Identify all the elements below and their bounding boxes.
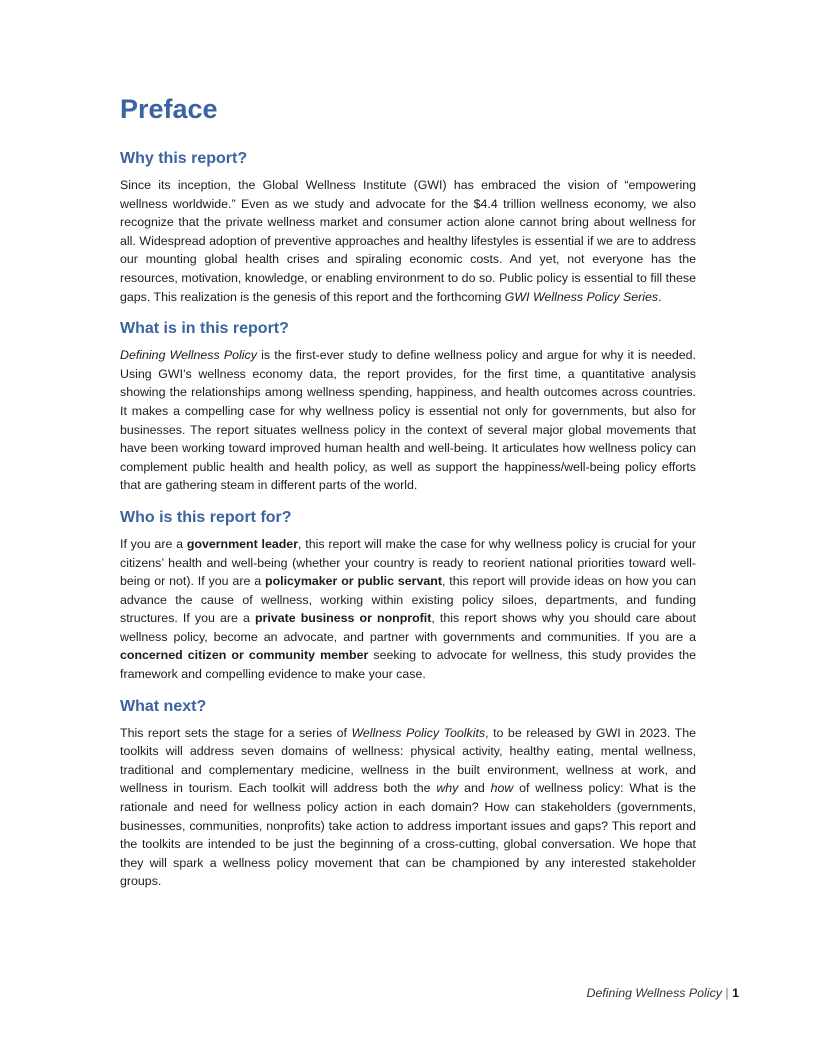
paragraph-italic-series: GWI Wellness Policy Series xyxy=(504,289,659,304)
paragraph-text: This report sets the stage for a series of xyxy=(120,725,352,740)
section-paragraph xyxy=(120,176,696,306)
bold-concerned-citizen: concerned citizen or community member xyxy=(120,648,369,663)
section-who-is-this-report-for xyxy=(120,507,696,684)
italic-how: how xyxy=(490,781,514,796)
section-heading: Who is this report for? xyxy=(120,508,292,526)
bold-policymaker: policymaker or public servant xyxy=(265,574,442,589)
footer-page-number: 1 xyxy=(732,986,739,1000)
paragraph-text: , to be released by GWI in 2023. The toolkits will address seven domains of wellness: physical activity, healthy eating, mental wellness, traditional and complementary medicine, wellness in the built environment, wellness at work, and wellness in tourism. Each toolkit will address both the xyxy=(120,725,696,796)
paragraph-text: , this report shows why you should care about wellness policy, become an advocate, and partner with governments and communities. If you are a xyxy=(120,611,696,644)
footer-document-title: Defining Wellness Policy xyxy=(586,986,722,1000)
italic-toolkits: Wellness Policy Toolkits xyxy=(351,725,486,740)
section-why-this-report xyxy=(120,148,696,306)
section-what-is-in-this-report xyxy=(120,318,696,495)
section-paragraph xyxy=(120,346,696,495)
page-content xyxy=(120,92,696,903)
footer-separator: | xyxy=(725,986,729,1000)
bold-private-business: private business or nonprofit xyxy=(254,611,432,626)
paragraph-text: seeking to advocate for wellness, this study provides the framework and compelling evidence to make your case. xyxy=(120,648,696,682)
section-paragraph xyxy=(120,535,696,684)
bold-government-leader: government leader xyxy=(186,536,299,551)
paragraph-text: Since its inception, the Global Wellness Institute (GWI) has embraced the vision of “empowering wellness worldwide.” Even as we study and advocate for the $4.4 trillion wellness economy, we also recognize that the private wellness market and consumer action alone cannot bring about wellness for all. Widespread adoption of preventive approaches and healthy lifestyles is essential if we are to address our mounting global health crises and spiraling economic costs. And yet, not everyone has the resources, motivation, knowledge, or enabling environment to do so. Public policy is essential to fill these gaps. This realization is the genesis of this report and the forthcoming xyxy=(120,178,696,304)
section-heading: What is in this report? xyxy=(120,320,289,338)
section-heading: Why this report? xyxy=(120,150,248,167)
paragraph-text: , this report will make the case for why wellness policy is crucial for your citizens’ health and well-being (whether your country is ready to reorient national priorities toward well-being or not). If you are a xyxy=(120,536,697,589)
paragraph-end: . xyxy=(658,289,662,304)
paragraph-text: If you are a xyxy=(120,536,187,551)
paragraph-text: and xyxy=(458,781,491,796)
paragraph-text: , this report will provide ideas on how you can advance the cause of wellness, working within existing policy siloes, departments, and funding structures. If you are a xyxy=(120,574,696,626)
paragraph-text: is the first-ever study to define wellness policy and argue for why it is needed. Using GWI’s wellness economy data, the report provides, for the first time, a quantitative analysis showing the relationships among wellness spending, happiness, and health outcomes across countries. It makes a compelling case for why wellness policy is essential not only for governments, but also for businesses. The report situates wellness policy in the context of several major global movements that have been working toward improved human health and well-being. It articulates how wellness policy can complement public health and health policy, as well as support the happiness/well-being policy efforts that are gathering steam in different parts of the world. xyxy=(120,348,696,493)
paragraph-italic-title: Defining Wellness Policy xyxy=(120,348,257,363)
paragraph-text: of wellness policy: What is the rationale and need for wellness policy action in each domain? How can stakeholders (governments, businesses, communities, nonprofits) take action to address important issues and gaps? This report and the toolkits are intended to be just the beginning of a cross-cutting, global conversation. We hope that they will spark a wellness policy movement that can be championed by any interested stakeholder groups. xyxy=(120,781,696,889)
section-what-next xyxy=(120,696,696,891)
page-title: Preface xyxy=(120,94,218,124)
italic-why: why xyxy=(436,781,459,796)
section-heading: What next? xyxy=(120,697,207,715)
section-paragraph xyxy=(120,724,696,891)
page-footer xyxy=(587,984,739,1002)
